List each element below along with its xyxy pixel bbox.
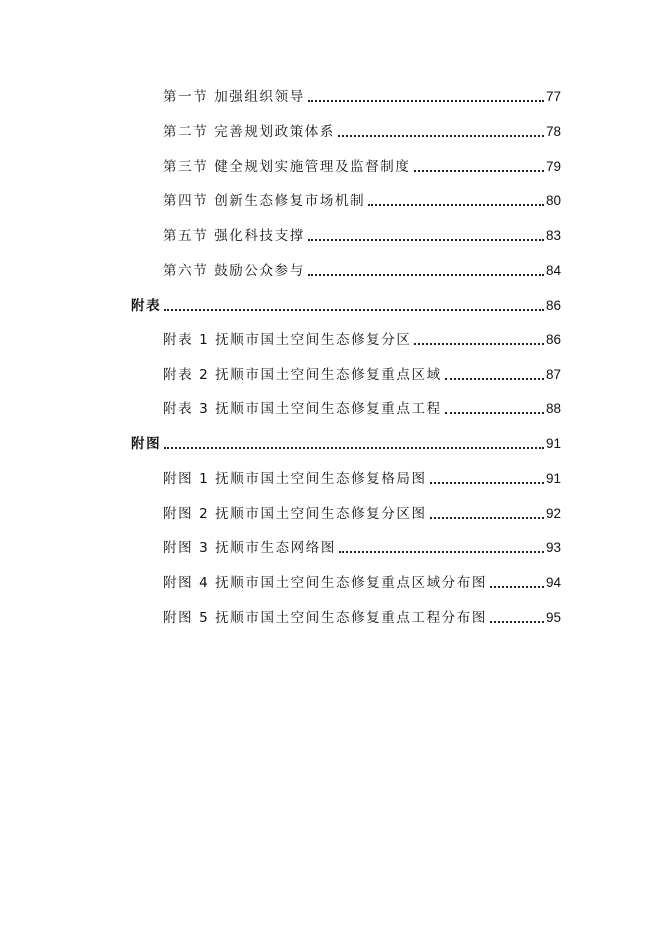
dot-leader [414,343,543,345]
toc-page-number: 95 [545,610,561,625]
dot-leader [414,170,544,172]
toc-entry-section-6[interactable] [163,260,561,282]
toc-entry-figure-3[interactable] [163,537,561,559]
toc-entry-label: 第六节 鼓励公众参与 [163,263,305,279]
toc-entry-label: 第一节 加强组织领导 [163,89,305,105]
toc-entry-section-4[interactable] [163,190,561,212]
toc-entry-section-3[interactable] [163,156,561,178]
toc-page-number: 80 [545,193,561,208]
toc-entry-label: 附表 1 抚顺市国土空间生态修复分区 [163,332,412,348]
toc-page-number: 84 [545,263,561,278]
toc-entry-section-1[interactable] [163,86,561,108]
toc-entry-section-2[interactable] [163,121,561,143]
toc-page-number: 91 [545,471,561,486]
toc-entry-label: 附图 3 抚顺市生态网络图 [163,540,336,556]
toc-entry-label: 附表 3 抚顺市国土空间生态修复重点工程 [163,401,442,417]
toc-page-number: 86 [545,332,561,347]
dot-leader [368,204,544,206]
toc-page-number: 77 [545,89,561,104]
toc-entry-label: 第二节 完善规划政策体系 [163,124,335,140]
dot-leader [308,274,544,276]
toc-entry-label: 附图 2 抚顺市国土空间生态修复分区图 [163,506,427,522]
toc-entry-label: 附图 4 抚顺市国土空间生态修复重点区域分布图 [163,575,487,591]
toc-page-number: 88 [545,401,561,416]
toc-entry-table-1[interactable] [163,329,561,351]
toc-entry-figure-4[interactable] [163,572,561,594]
toc-entry-appendix-figures[interactable] [131,433,561,455]
toc-page-number: 93 [545,540,561,555]
toc-page-number: 79 [545,159,561,174]
toc-entry-section-5[interactable] [163,225,561,247]
toc-entry-figure-5[interactable] [163,607,561,629]
toc-entry-table-3[interactable] [163,398,561,420]
toc-page-number: 92 [545,506,561,521]
dot-leader [445,378,544,380]
toc-entry-appendix-tables[interactable] [131,295,561,317]
dot-leader [164,309,544,311]
toc-entry-label: 附表 [131,298,162,314]
toc-page-number: 86 [545,298,561,313]
toc-entry-label: 第三节 健全规划实施管理及监督制度 [163,159,411,175]
dot-leader [490,621,544,623]
dot-leader [308,100,544,102]
toc-page-number: 94 [545,575,561,590]
dot-leader [339,551,544,553]
toc-entry-label: 附表 2 抚顺市国土空间生态修复重点区域 [163,367,442,383]
toc-entry-label: 附图 [131,436,162,452]
toc-page-number: 87 [545,367,561,382]
dot-leader [430,517,544,519]
toc-entry-label: 第四节 创新生态修复市场机制 [163,193,366,209]
toc-entry-label: 附图 1 抚顺市国土空间生态修复格局图 [163,471,427,487]
toc-entry-label: 第五节 强化科技支撑 [163,228,305,244]
dot-leader [445,412,544,414]
toc-entry-figure-2[interactable] [163,503,561,525]
dot-leader [164,447,544,449]
dot-leader [338,135,544,137]
toc-entry-figure-1[interactable] [163,468,561,490]
toc-page-number: 83 [545,228,561,243]
dot-leader [308,239,544,241]
dot-leader [490,586,544,588]
toc-entry-table-2[interactable] [163,364,561,386]
toc-entry-label: 附图 5 抚顺市国土空间生态修复重点工程分布图 [163,610,487,626]
toc-page-number: 91 [545,436,561,451]
toc-page-number: 78 [545,124,561,139]
dot-leader [430,482,544,484]
